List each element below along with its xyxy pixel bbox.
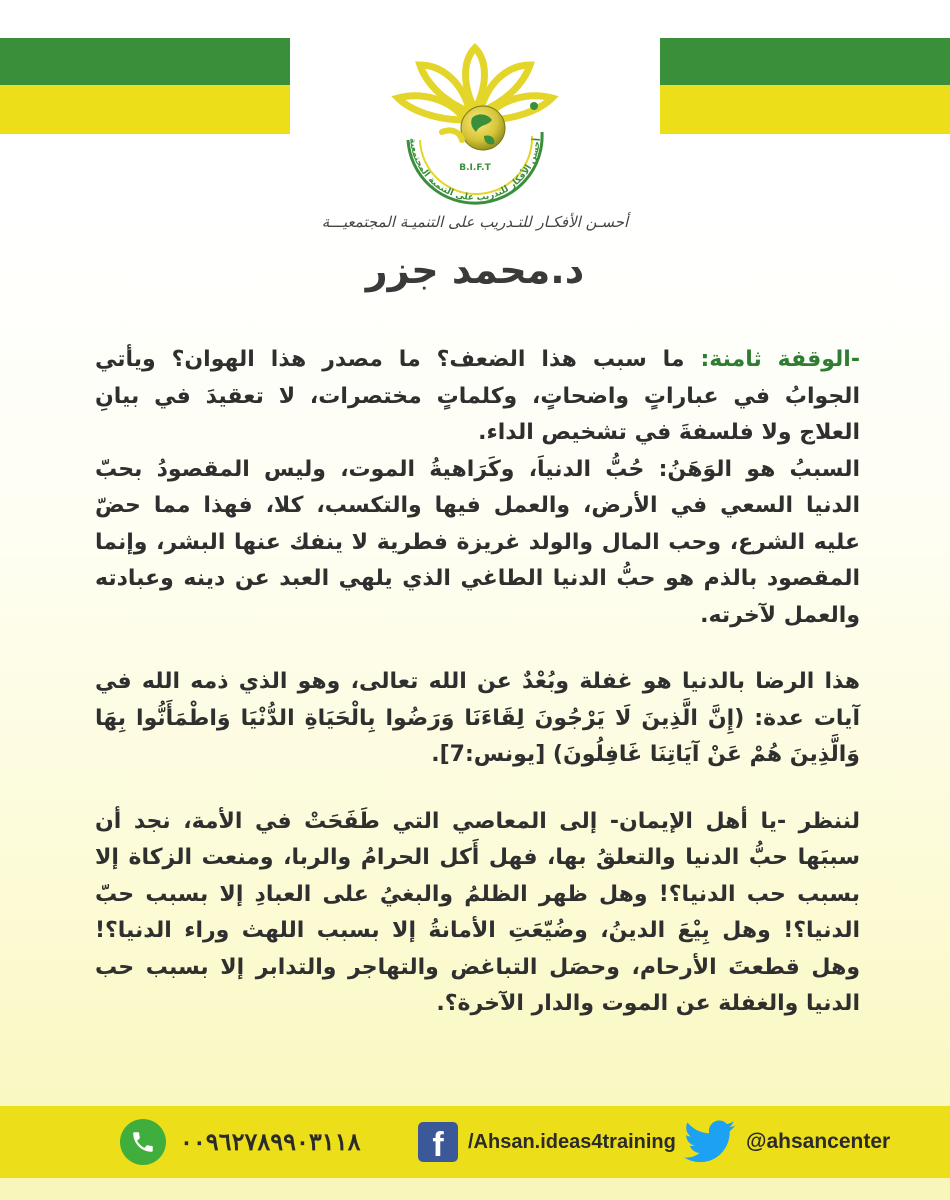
twitter-contact[interactable] [684,1118,890,1166]
article-body [95,342,860,1023]
paragraph-2: السببُ هو الوَهَنُ: حُبُّ الدنياَ، وكَرَاهيةُ الموت، وليس المقصودُ بحبّ الدنيا السعي في الأرض، والعمل فيها والتكسب، كلا، فهذا مما حضّ عليه الشرع، وحب المال والولد غريزة فطرية لا ينفك عنها البشر، وإنما المقصود بالذم هو حبُّ الدنيا الطاغي الذي يلهي العبد عن دينه وعبادته والعمل لآخرته. [95,456,860,628]
paragraph-4: لننظر -يا أهل الإيمان- إلى المعاصي التي طَفَحَتْ في الأمة، نجد أن سببَها حبُّ الدنيا والتعلقُ بها، فهل أَكل الحرامُ والربا، ومنعت الزكاة إلا بسبب حب الدنيا؟! وهل ظهر الظلمُ والبغيُ على العبادِ إلا بسبب حبّ الدنيا؟! وهل بِيْعَ الدينُ، وضُيّعَتِ الأمانةُ إلا بسبب اللهث وراء الدنيا؟! وهل قطعتَ الأرحام، وحصَل التباغض والتهاجر والتدابر إلا بسبب حب الدنيا والغفلة عن الموت والدار الآخرة؟. [95,808,860,1016]
paragraph-1 [95,342,860,452]
paragraph-gap [95,634,860,664]
author-name: د.محمد جزر [365,248,585,292]
paragraph-3: هذا الرضا بالدنيا هو غفلة وبُعْدٌ عن الله تعالى، وهو الذي ذمه الله في آيات عدة: (إِنَّ الَّذِينَ لَا يَرْجُونَ لِقَاءَنَا وَرَضُوا بِالْحَيَاةِ الدُّنْيَا وَاطْمَأَنُّوا بِهَا وَالَّذِينَ هُمْ عَنْ آيَاتِنَا غَافِلُونَ) [يونس:7]. [95,669,860,767]
header-band-yellow-left [0,85,290,134]
organization-logo [380,40,570,210]
flower-globe-logo-icon [380,40,570,210]
phone-number: ٠٠٩٦٢٧٨٩٩٠٣١١٨ [180,1128,361,1156]
logo-acronym: B.I.F.T [459,163,491,173]
header-band-right [660,38,950,134]
twitter-handle: @ahsancenter [746,1130,891,1153]
twitter-bird-icon [684,1120,736,1164]
paragraph-gap [95,774,860,804]
header-band-yellow-right [660,85,950,134]
contact-footer [0,1106,950,1178]
section-lead: -الوقفة ثامنة: [700,347,860,372]
paragraph-1-text: ما سبب هذا الضعف؟ ما مصدر هذا الهوان؟ ويأتي الجوابُ في عباراتٍ واضحاتٍ، وكلماتٍ مختصرات، لا تعقيدَ في بيانِ العلاج ولا فلسفةَ في تشخيص الداء. [95,347,860,445]
facebook-contact[interactable] [418,1118,676,1166]
logo-ring-text: أحسن الأفكار للتدريب على التنمية المجتمعية [407,137,543,204]
header-band-left [0,38,290,134]
header-band-green-right [660,38,950,85]
organization-name: أحسـن الأفكـار للتـدريب على التنميـة المجتمعيـــة [321,213,629,231]
facebook-icon: f [418,1122,458,1162]
phone-icon [120,1119,166,1165]
phone-contact[interactable] [120,1118,360,1166]
header-band-green-left [0,38,290,85]
facebook-handle: /Ahsan.ideas4training [468,1130,676,1153]
